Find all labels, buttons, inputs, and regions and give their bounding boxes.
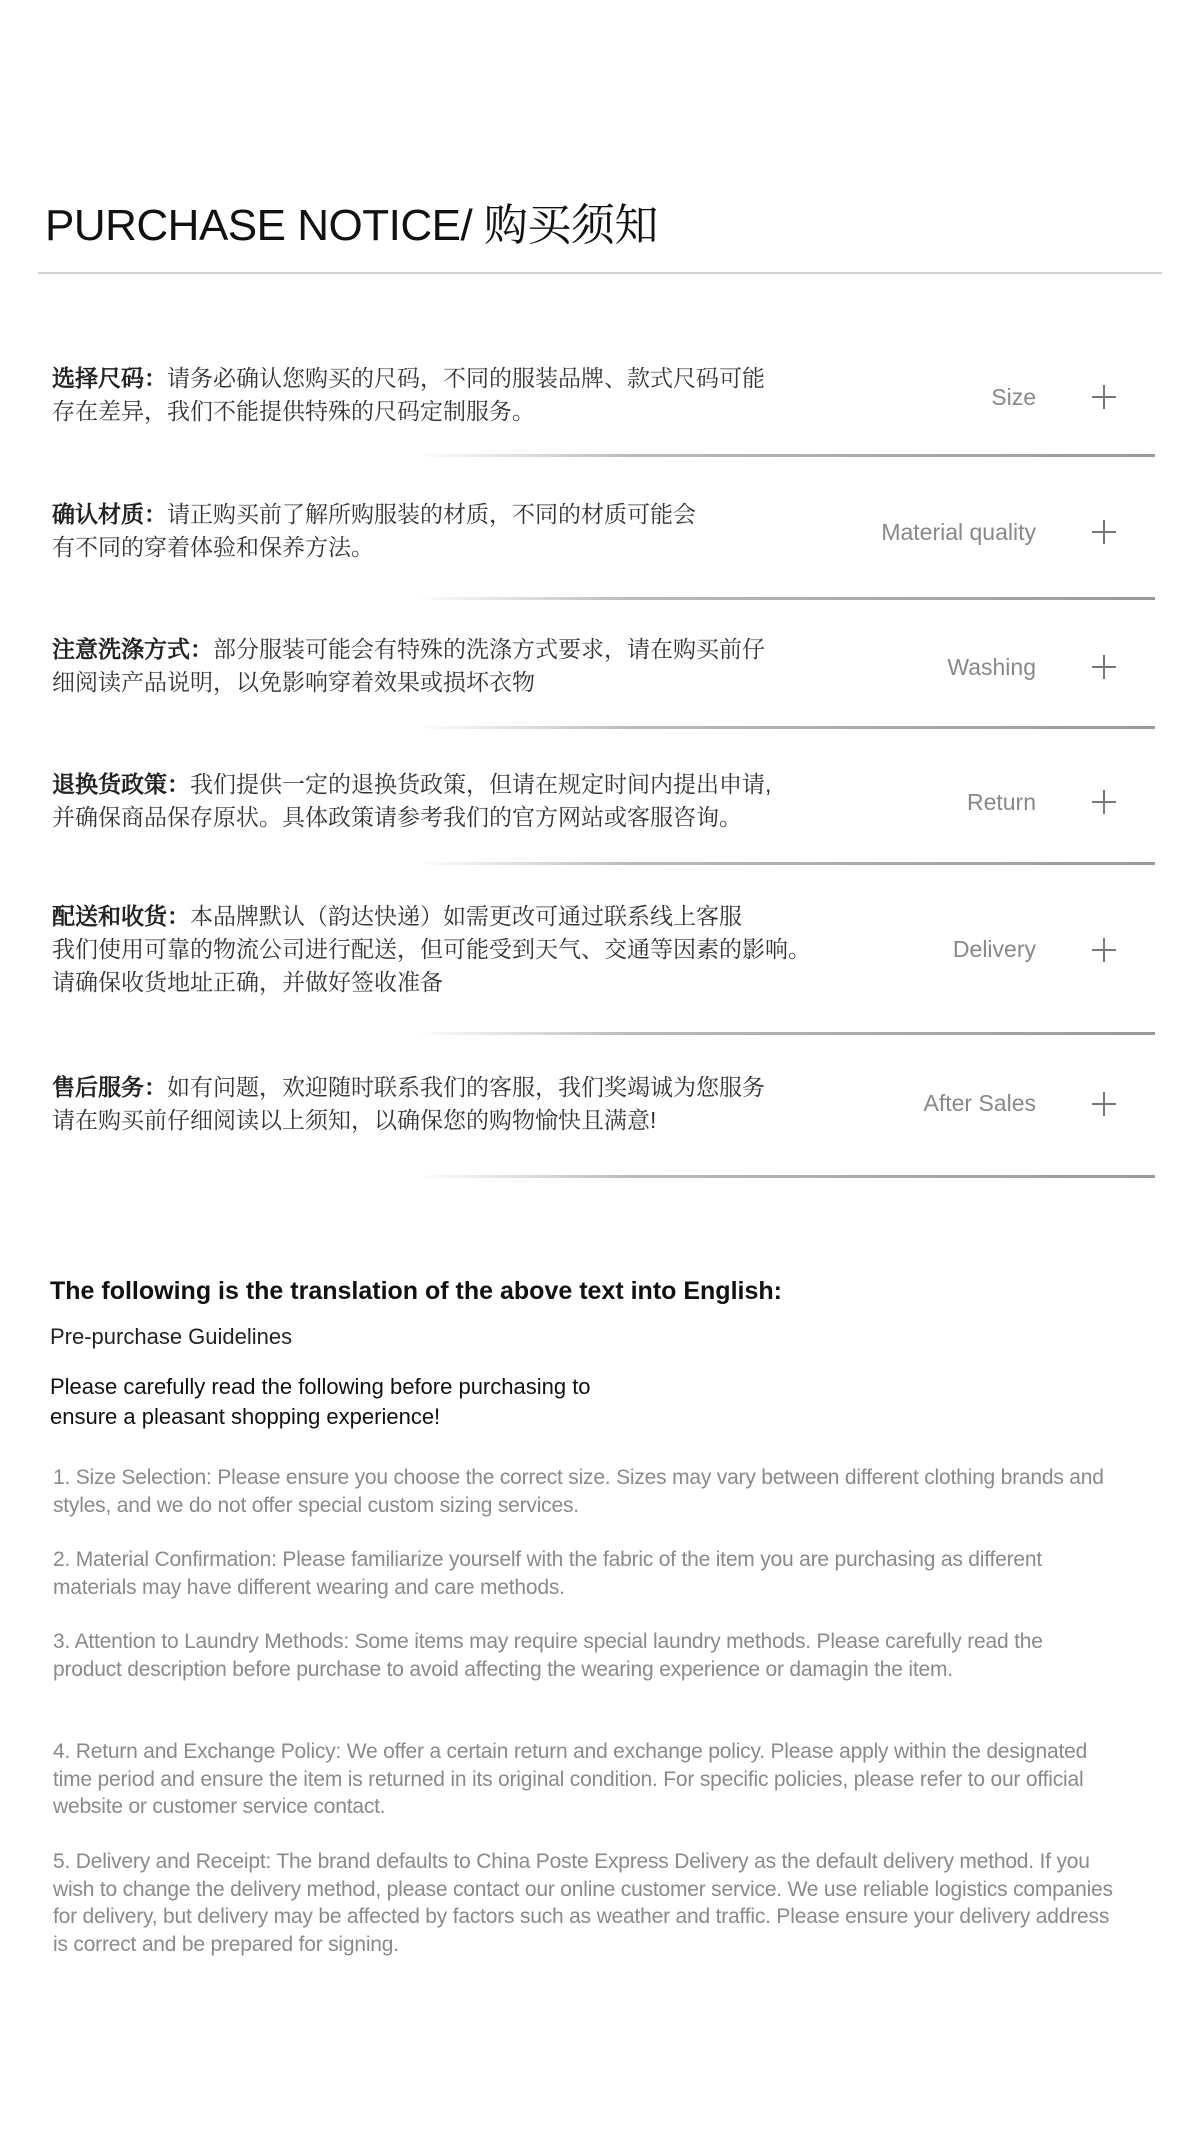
notice-heading: 售后服务：: [52, 1074, 167, 1100]
plus-icon[interactable]: [1092, 789, 1118, 815]
translation-subheading: Pre-purchase Guidelines: [50, 1324, 293, 1349]
notice-heading: 选择尺码：: [52, 365, 167, 391]
notice-divider: [415, 1032, 1155, 1035]
notice-divider: [415, 597, 1155, 600]
translation-intro: Please carefully read the following before purchasing to ensure a pleasant shopping experience!: [50, 1374, 591, 1429]
page-title: PURCHASE NOTICE/ 购买须知: [45, 201, 658, 250]
notice-line: 我们提供一定的退换货政策，但请在规定时间内提出申请,: [190, 771, 772, 797]
notice-line: 请在购买前仔细阅读以上须知，以确保您的购物愉快且满意!: [52, 1107, 657, 1133]
notice-label: Washing: [947, 654, 1036, 680]
notice-line: 并确保商品保存原状。具体政策请参考我们的官方网站或客服咨询。: [52, 804, 742, 830]
notice-text: [52, 633, 832, 699]
notice-label: Delivery: [952, 936, 1036, 962]
notice-line: 我们使用可靠的物流公司进行配送，但可能受到天气、交通等因素的影响。: [52, 936, 811, 962]
notice-line: 细阅读产品说明，以免影响穿着效果或损坏衣物: [52, 669, 535, 695]
notice-divider: [415, 454, 1155, 457]
guideline-item: 2. Material Confirmation: Please familiarize yourself with the fabric of the item you are purchasing as different materials may have different wearing and care methods.: [53, 1548, 1042, 1599]
plus-icon[interactable]: [1092, 1091, 1118, 1117]
notice-line: 部分服装可能会有特殊的洗涤方式要求，请在购买前仔: [213, 636, 765, 662]
notice-text: [52, 498, 832, 564]
notice-heading: 确认材质：: [52, 501, 167, 527]
notice-line: 本品牌默认（韵达快递）如需更改可通过联系线上客服: [190, 903, 742, 929]
notice-divider: [415, 862, 1155, 865]
notice-text: [52, 362, 832, 428]
notice-label: Material quality: [881, 519, 1036, 545]
plus-icon[interactable]: [1092, 384, 1118, 410]
translation-heading: The following is the translation of the above text into English:: [50, 1277, 782, 1305]
notice-heading: 配送和收货：: [52, 903, 190, 929]
guideline-item: 1. Size Selection: Please ensure you choose the correct size. Sizes may vary between different clothing brands and styles, and we do not offer special custom sizing services.: [53, 1466, 1104, 1517]
notice-line: 如有问题，欢迎随时联系我们的客服，我们奖竭诚为您服务: [167, 1074, 765, 1100]
notice-heading: 注意洗涤方式：: [52, 636, 213, 662]
plus-icon[interactable]: [1092, 519, 1118, 545]
notice-line: 请确保收货地址正确，并做好签收准备: [52, 969, 443, 995]
guideline-item: 3. Attention to Laundry Methods: Some items may require special laundry methods. Please carefully read the product description before purchase to avoid affecting the wearing experience or damagin the item.: [53, 1630, 1043, 1681]
notice-label: Return: [966, 789, 1036, 815]
plus-icon[interactable]: [1092, 937, 1118, 963]
notice-heading: 退换货政策：: [52, 771, 190, 797]
guideline-item: 5. Delivery and Receipt: The brand defaults to China Poste Express Delivery as the default delivery method. If you wish to change the delivery method, please contact our online customer service. We use reliable logistics companies for delivery, but delivery may be affected by factors such as weather and traffic. Please ensure your delivery address is correct and be prepared for signing.: [53, 1850, 1113, 1956]
notice-line: 有不同的穿着体验和保养方法。: [52, 534, 374, 560]
notice-line: 请务必确认您购买的尺码，不同的服装品牌、款式尺码可能: [167, 365, 765, 391]
notice-text: [52, 1071, 832, 1137]
notice-text: [52, 900, 832, 999]
plus-icon[interactable]: [1092, 654, 1118, 680]
notice-label: Size: [991, 384, 1036, 410]
guideline-item: 4. Return and Exchange Policy: We offer a certain return and exchange policy. Please apply within the designated time period and ensure the item is returned in its original condition. For specific policies, please refer to our official website or customer service contact.: [53, 1740, 1088, 1818]
notice-divider: [415, 726, 1155, 729]
notice-text: [52, 768, 832, 834]
notice-line: 请正购买前了解所购服装的材质，不同的材质可能会: [167, 501, 696, 527]
notice-label: After Sales: [923, 1090, 1036, 1116]
notice-divider: [415, 1175, 1155, 1178]
notice-line: 存在差异，我们不能提供特殊的尺码定制服务。: [52, 398, 535, 424]
